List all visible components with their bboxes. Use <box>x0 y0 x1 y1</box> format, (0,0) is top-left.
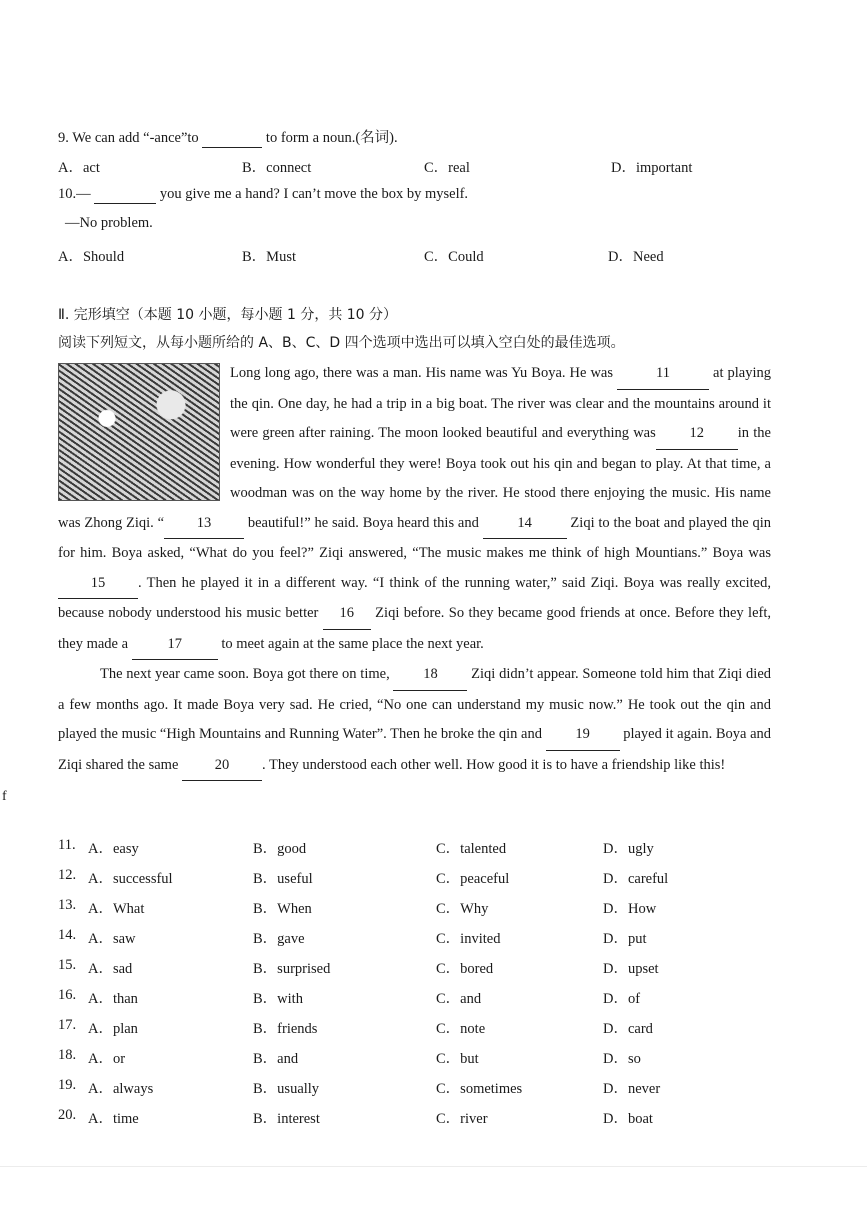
option-d[interactable]: D．card <box>603 1021 653 1037</box>
question-number: 15. <box>58 957 77 973</box>
question-10-options <box>58 245 771 265</box>
option-d[interactable]: D．put <box>603 931 647 947</box>
passage-paragraph-2: The next year came soon. Boya got there on time, 18 Ziqi didn’t appear. Someone told him that Ziqi died a few months ago. It made Boya very sad. He cried, “No one can understand my music now.” He took out the qin and played the music “High Mountains and Running Water”. Then he broke the qin and 19 played it again. Boya and Ziqi shared the same 20 . They understood each other well. How good it is to have a friendship like this! <box>58 660 771 781</box>
blank-15: 15 <box>58 569 138 600</box>
option-d[interactable]: D．How <box>603 901 657 917</box>
blank-14: 14 <box>483 509 567 540</box>
question-9-options <box>58 156 771 176</box>
option-c[interactable]: C．sometimes <box>436 1081 523 1097</box>
question-number: 20. <box>58 1107 77 1123</box>
option-a[interactable]: A．saw <box>88 931 136 947</box>
option-b[interactable]: B．with <box>253 991 303 1007</box>
q10-stem-post: you give me a hand? I can’t move the box by myself. <box>159 186 469 202</box>
option-c[interactable]: C．and <box>436 991 482 1007</box>
option-c[interactable]: C．Why <box>436 901 489 917</box>
cloze-question-row <box>58 1017 771 1037</box>
question-number: 18. <box>58 1047 77 1063</box>
cloze-question-row <box>58 987 771 1007</box>
blank-19: 19 <box>546 720 620 751</box>
cloze-question-row <box>58 1107 771 1127</box>
option-b[interactable]: B．When <box>253 901 312 917</box>
q10-blank <box>94 186 156 204</box>
option-d[interactable]: D．upset <box>603 961 659 977</box>
option-d[interactable]: D．ugly <box>603 841 654 857</box>
blank-12: 12 <box>656 419 738 450</box>
cloze-question-row <box>58 1077 771 1097</box>
option-b[interactable]: B．surprised <box>253 961 331 977</box>
question-number: 11. <box>58 837 76 853</box>
blank-17: 17 <box>132 630 218 661</box>
option-b[interactable]: B．friends <box>253 1021 318 1037</box>
question-9-stem <box>58 126 771 148</box>
q9-option-a[interactable]: A．act <box>58 160 100 176</box>
blank-20: 20 <box>182 751 262 782</box>
q10-option-d[interactable]: D．Need <box>608 249 664 265</box>
q10-reply: —No problem. <box>65 215 153 231</box>
cloze-question-row <box>58 897 771 917</box>
option-a[interactable]: A．or <box>88 1051 126 1067</box>
question-number: 19. <box>58 1077 77 1093</box>
option-a[interactable]: A．plan <box>88 1021 138 1037</box>
option-c[interactable]: C．river <box>436 1111 488 1127</box>
option-a[interactable]: A．always <box>88 1081 154 1097</box>
option-a[interactable]: A．sad <box>88 961 133 977</box>
passage-paragraph-1: Long long ago, there was a man. His name was Yu Boya. He was 11 at playing the qin. One day, he had a trip in a big boat. The river was clear and the mountains around it were green after raining. The moon looked beautiful and everything was 12 in the evening. How wonderful they were! Boya took out his qin and began to play. At that time, a woodman was on the way home by the river. He stood there enjoying the music. His name was Zhong Ziqi. “ 13 beautiful!” he said. Boya heard this and 14 Ziqi to the boat and played the qin for him. Boya asked, “What do you feel?” Ziqi answered, “The music makes me think of high Mountians.” Boya was 15 . Then he played it in a different way. “I think of the running water,” said Ziqi. Boya was really excited, because nobody understood his music better 16 Ziqi before. So they became good friends at once. Before they left, they made a 17 to meet again at the same place the next year. <box>58 359 771 660</box>
q10-stem-pre: 10.— <box>58 186 91 202</box>
question-number: 12. <box>58 867 77 883</box>
option-b[interactable]: B．gave <box>253 931 305 947</box>
page-bottom-divider <box>0 1166 867 1167</box>
option-d[interactable]: D．never <box>603 1081 661 1097</box>
section-instructions: 阅读下列短文，从每小题所给的 A、B、C、D 四个选项中选出可以填入空白处的最佳选项。 <box>58 335 625 351</box>
question-10-stem <box>58 186 771 204</box>
option-b[interactable]: B．useful <box>253 871 313 887</box>
option-a[interactable]: A．What <box>88 901 145 917</box>
illustration-image <box>58 363 220 501</box>
q9-stem-post: to form a noun.(名词). <box>265 130 398 146</box>
option-c[interactable]: C．but <box>436 1051 479 1067</box>
option-c[interactable]: C．bored <box>436 961 494 977</box>
option-c[interactable]: C．invited <box>436 931 501 947</box>
q9-blank <box>202 130 262 148</box>
blank-13: 13 <box>164 509 244 540</box>
option-d[interactable]: D．boat <box>603 1111 653 1127</box>
cloze-question-row <box>58 867 771 887</box>
option-b[interactable]: B．interest <box>253 1111 320 1127</box>
option-c[interactable]: C．note <box>436 1021 486 1037</box>
cloze-question-row <box>58 957 771 977</box>
option-c[interactable]: C．talented <box>436 841 507 857</box>
blank-11: 11 <box>617 359 709 390</box>
option-a[interactable]: A．successful <box>88 871 173 887</box>
q9-option-c[interactable]: C．real <box>424 160 470 176</box>
q9-option-d[interactable]: D．important <box>611 160 693 176</box>
cloze-passage <box>58 359 771 781</box>
option-d[interactable]: D．of <box>603 991 641 1007</box>
cloze-question-row <box>58 1047 771 1067</box>
option-b[interactable]: B．and <box>253 1051 299 1067</box>
blank-16: 16 <box>323 599 371 630</box>
option-a[interactable]: A．easy <box>88 841 139 857</box>
cloze-question-row <box>58 837 771 857</box>
question-number: 14. <box>58 927 77 943</box>
q10-option-a[interactable]: A．Should <box>58 249 125 265</box>
section-title: Ⅱ. 完形填空（本题 10 小题，每小题 1 分，共 10 分） <box>58 307 398 323</box>
option-c[interactable]: C．peaceful <box>436 871 510 887</box>
q10-option-c[interactable]: C．Could <box>424 249 484 265</box>
option-a[interactable]: A．time <box>88 1111 139 1127</box>
q10-option-b[interactable]: B．Must <box>242 249 296 265</box>
question-number: 13. <box>58 897 77 913</box>
option-b[interactable]: B．good <box>253 841 307 857</box>
option-a[interactable]: A．than <box>88 991 138 1007</box>
question-number: 16. <box>58 987 77 1003</box>
option-d[interactable]: D．careful <box>603 871 669 887</box>
q9-option-b[interactable]: B．connect <box>242 160 312 176</box>
margin-mark: f <box>2 789 7 804</box>
cloze-question-row <box>58 927 771 947</box>
question-number: 17. <box>58 1017 77 1033</box>
q9-stem-pre: 9. We can add “-ance”to <box>58 130 199 146</box>
option-d[interactable]: D．so <box>603 1051 641 1067</box>
option-b[interactable]: B．usually <box>253 1081 320 1097</box>
blank-18: 18 <box>393 660 467 691</box>
